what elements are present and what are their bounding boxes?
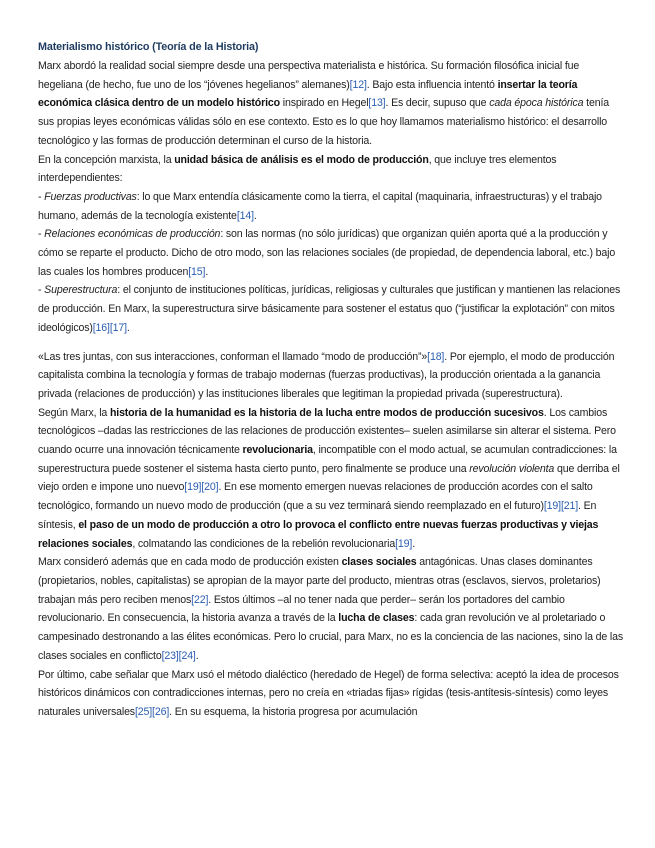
section-title: Materialismo histórico (Teoría de la Historia) [38,41,259,53]
citation-link[interactable]: [13] [368,97,386,110]
citation-link[interactable]: [19] [395,537,413,550]
paragraph-mode-of-production: En la concepción marxista, la unidad básica de análisis es el modo de producción, que incluye tres elementos interdependientes: [38,153,557,185]
paragraph-intro: Marx abordó la realidad social siempre desde una perspectiva materialista e histórica. Su formación filosófica inicial fue hegeliana (de hecho, fue uno de los “jóvenes hegelianos” alemanes)[12]. Bajo esta influencia intentó insertar la teoría económica clásica dentro de un modelo histórico inspirado en Hegel[13]. Es decir, supuso que cada época histórica tenía sus propias leyes económicas válidas sólo en ese contexto. Esto es lo que hoy llamamos materialismo histórico: el desarrollo tecnológico y las formas de producción determinan el curso de la historia. [38,60,609,147]
paragraph-quote: «Las tres juntas, con sus interacciones, conforman el llamado “modo de producción”»[18]. Por ejemplo, el modo de producción capitalista combina la tecnología y formas de trabajo modernas (fuerzas productivas), la producción orientada a la ganancia privada (relaciones de producción) y las instituciones liberales que legitiman la propiedad privada (superestructura). [38,350,615,400]
citation-link[interactable]: [14] [236,209,254,222]
paragraph-dialectic: Por último, cabe señalar que Marx usó el método dialéctico (heredado de Hegel) de forma selectiva: aceptó la idea de procesos históricos dinámicos con contradicciones internas, pero no creía en «triadas fijas» rígidas (tesis-antítesis-síntesis) como leyes naturales universales[25][26]. En su esquema, la historia progresa por acumulación [38,668,619,718]
citation-link[interactable]: [20] [201,481,219,494]
citation-link[interactable]: [18] [427,350,445,363]
paragraph-social-classes: Marx consideró además que en cada modo de producción existen clases sociales antagónicas. Unas clases dominantes (propietarios, nobles, capitalistas) se apropian de la mayor parte del producto, mientras otras (esclavos, siervos, proletarios) trabajan más pero reciben menos[22]. Estos últimos –al no tener nada que perder– serán los portadores del cambio revolucionario. En consecuencia, la historia avanza a través de la lucha de clases: cada gran revolución ve al proletariado o campesinado destronando a las élites económicas. Pero lo crucial, para Marx, no es la conciencia de las naciones, sino la de las clases sociales en conflicto[23][24]. [38,556,623,662]
citation-link[interactable]: [24] [178,649,196,662]
citation-link[interactable]: [17] [109,321,127,334]
citation-link[interactable]: [26] [152,705,170,718]
citation-link[interactable]: [15] [188,265,206,278]
citation-link[interactable]: [12] [349,78,367,91]
citation-link[interactable]: [21] [560,500,579,513]
citation-link[interactable]: [19] [184,481,202,494]
list-item-productive-forces: - Fuerzas productivas: lo que Marx entendía clásicamente como la tierra, el capital (maquinaria, infraestructuras) y el trabajo humano, además de la tecnología existente[14]. [38,190,602,222]
citation-link[interactable]: [22] [191,593,209,606]
paragraph-history-struggle: Según Marx, la historia de la humanidad es la historia de la lucha entre modos de producción sucesivos. Los cambios tecnológicos –dadas las restricciones de las relaciones de producción existentes– suelen asimilarse sin alterar el sistema. Pero cuando ocurre una innovación técnicamente revolucionaria, incompatible con el modo actual, se acumulan contradicciones: la superestructura puede sostener el sistema hasta cierto punto, pero finalmente se produce una revolución violenta que derriba el viejo orden e impone uno nuevo[19][20]. En ese momento emergen nuevas relaciones de producción acordes con el salto tecnológico, formando un nuevo modo de producción (que a su vez terminará siendo reemplazado en el futuro)[19][21]. En síntesis, el paso de un modo de producción a otro lo provoca el conflicto entre nuevas fuerzas productivas y viejas relaciones sociales, colmatando las condiciones de la rebelión revolucionaria[19]. [38,406,620,550]
list-item-superstructure: - Superestructura: el conjunto de instituciones políticas, jurídicas, religiosas y culturales que justifican y mantienen las relaciones de producción. En Marx, la superestructura sirve básicamente para sostener el estatus quo (“justificar la explotación” con mitos ideológicos)[16][17]. [38,284,621,334]
citation-link[interactable]: [23] [161,649,179,662]
citation-link[interactable]: [19] [543,500,561,513]
citation-link[interactable]: [25] [134,705,153,718]
list-item-relations-of-production: - Relaciones económicas de producción: son las normas (no sólo jurídicas) que organizan quién aporta qué a la producción y cómo se reparte el producto. Dicho de otro modo, son las relaciones sociales (de propiedad, de dependencia laboral, etc.) bajo las cuales los hombres producen[15]. [38,228,616,278]
citation-link[interactable]: [16] [92,321,110,334]
